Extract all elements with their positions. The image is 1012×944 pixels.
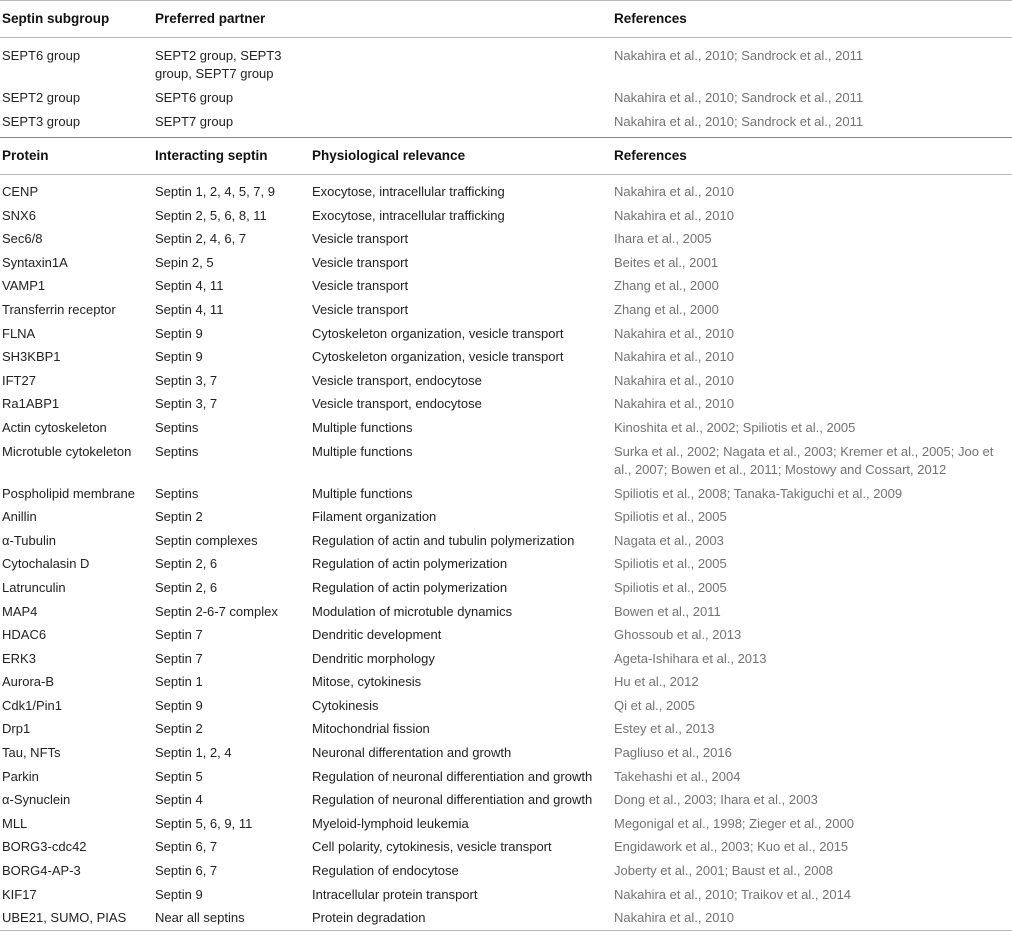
protein-cell: Transferrin receptor xyxy=(2,301,116,317)
septin-cell: Septin 2, 4, 6, 7 xyxy=(155,231,247,247)
subgroup-cell: SEPT6 group xyxy=(2,48,81,63)
table-row xyxy=(0,392,1012,416)
table-row xyxy=(0,298,1012,322)
protein-header-row xyxy=(0,138,1012,174)
protein-cell: Tau, NFTs xyxy=(2,745,61,761)
references-cell: Spiliotis et al., 2005 xyxy=(614,556,727,572)
septin-cell: Septins xyxy=(155,443,199,459)
protein-cell: Parkin xyxy=(2,768,39,784)
protein-cell: Aurora-B xyxy=(2,674,55,690)
references-cell: Takehashi et al., 2004 xyxy=(614,768,741,784)
septin-cell: Septin 9 xyxy=(155,697,203,713)
septin-cell: Septin 3, 7 xyxy=(155,372,218,388)
table-row xyxy=(0,670,1012,694)
septin-cell: Septin 7 xyxy=(155,627,203,643)
relevance-cell: Regulation of neuronal differentiation and growth xyxy=(312,768,593,784)
header-physiological-relevance: Physiological relevance xyxy=(312,148,466,163)
relevance-cell: Regulation of neuronal differentiation and growth xyxy=(312,792,593,808)
table-row xyxy=(0,345,1012,369)
relevance-cell: Vesicle transport xyxy=(312,254,409,270)
protein-cell: VAMP1 xyxy=(2,278,46,294)
relevance-cell: Mitose, cytokinesis xyxy=(312,674,422,690)
references-cell: Estey et al., 2013 xyxy=(614,721,715,737)
relevance-cell: Mitochondrial fission xyxy=(312,721,430,737)
references-cell: Nakahira et al., 2010; Sandrock et al., 2011 xyxy=(614,90,864,105)
subgroup-cell: SEPT2 group xyxy=(2,90,81,105)
septin-cell: Septins xyxy=(155,485,199,501)
protein-cell: BORG3-cdc42 xyxy=(2,839,87,855)
subgroup-cell: SEPT3 group xyxy=(2,113,81,129)
table-row xyxy=(0,440,1012,482)
references-cell: Bowen et al., 2011 xyxy=(614,603,721,619)
table-row xyxy=(0,576,1012,600)
header-protein: Protein xyxy=(2,148,49,163)
septin-cell: Septin 2 xyxy=(155,509,203,525)
references-cell: Nagata et al., 2003 xyxy=(614,532,724,548)
relevance-cell: Cytoskeleton organization, vesicle transport xyxy=(312,349,564,365)
partner-cell: SEPT6 group xyxy=(155,90,234,105)
references-cell: Nakahira et al., 2010 xyxy=(614,349,734,365)
table-row xyxy=(0,86,1012,110)
table-row xyxy=(0,765,1012,789)
relevance-cell: Vesicle transport xyxy=(312,231,409,247)
table-row xyxy=(0,812,1012,836)
relevance-cell: Regulation of actin polymerization xyxy=(312,556,508,572)
protein-cell: MLL xyxy=(2,815,28,831)
septin-cell: Septin 2-6-7 complex xyxy=(155,603,278,619)
table-row xyxy=(0,44,1012,86)
relevance-cell: Exocytose, intracellular trafficking xyxy=(312,184,505,199)
relevance-cell: Myeloid-lymphoid leukemia xyxy=(312,815,469,831)
references-cell: Joberty et al., 2001; Baust et al., 2008 xyxy=(614,863,833,879)
protein-cell: Cdk1/Pin1 xyxy=(2,697,62,713)
references-cell: Nakahira et al., 2010 xyxy=(614,372,734,388)
septin-cell: Near all septins xyxy=(155,910,245,926)
septin-cell: Septin 9 xyxy=(155,349,203,365)
subgroup-header-row xyxy=(0,1,1012,37)
protein-cell: α-Synuclein xyxy=(2,792,71,808)
references-cell: Ageta-Ishihara et al., 2013 xyxy=(614,650,767,666)
table-row xyxy=(0,741,1012,765)
references-cell: Nakahira et al., 2010 xyxy=(614,910,734,926)
table-row xyxy=(0,788,1012,812)
relevance-cell: Vesicle transport, endocytose xyxy=(312,372,482,388)
relevance-cell: Neuronal differentation and growth xyxy=(312,745,512,761)
header-references: References xyxy=(614,148,687,163)
table-row xyxy=(0,204,1012,228)
table-row xyxy=(0,717,1012,741)
relevance-cell: Regulation of endocytose xyxy=(312,863,459,879)
table-row xyxy=(0,883,1012,907)
relevance-cell: Filament organization xyxy=(312,509,437,525)
protein-cell: KIF17 xyxy=(2,886,37,902)
septin-cell: Septin 9 xyxy=(155,886,203,902)
protein-cell: Anillin xyxy=(2,509,37,525)
references-cell: Surka et al., 2002; Nagata et al., 2003; Kremer et al., 2005; Joo et al., 2007; Bowen et al., 2011; Mostowy and Cossart, 2012 xyxy=(614,443,994,477)
septin-cell: Septin 1, 2, 4 xyxy=(155,745,232,761)
septin-cell: Septin 6, 7 xyxy=(155,839,218,855)
septin-cell: Septins xyxy=(155,419,199,435)
septin-cell: Septin 1, 2, 4, 5, 7, 9 xyxy=(155,184,275,199)
protein-cell: Microtuble cytokeleton xyxy=(2,443,132,459)
protein-cell: Latrunculin xyxy=(2,579,66,595)
header-septin-subgroup: Septin subgroup xyxy=(2,11,110,26)
table-row xyxy=(0,552,1012,576)
relevance-cell: Multiple functions xyxy=(312,443,413,459)
references-cell: Megonigal et al., 1998; Zieger et al., 2000 xyxy=(614,815,854,831)
table-row xyxy=(0,322,1012,346)
septin-cell: Septin 5 xyxy=(155,768,203,784)
references-cell: Beites et al., 2001 xyxy=(614,254,719,270)
references-cell: Spiliotis et al., 2005 xyxy=(614,579,727,595)
relevance-cell: Vesicle transport xyxy=(312,301,409,317)
table-row xyxy=(0,835,1012,859)
protein-cell: α-Tubulin xyxy=(2,532,56,548)
references-cell: Nakahira et al., 2010 xyxy=(614,396,734,412)
septin-cell: Septin complexes xyxy=(155,532,258,548)
septin-cell: Sepin 2, 5 xyxy=(155,254,214,270)
table-bottom-rule xyxy=(0,930,1012,931)
septin-cell: Septin 5, 6, 9, 11 xyxy=(155,815,253,831)
table-row xyxy=(0,416,1012,440)
relevance-cell: Modulation of microtuble dynamics xyxy=(312,603,513,619)
table-row xyxy=(0,906,1012,930)
header-interacting-septin: Interacting septin xyxy=(155,148,268,163)
references-cell: Hu et al., 2012 xyxy=(614,674,699,690)
protein-cell: BORG4-AP-3 xyxy=(2,863,81,879)
references-cell: Spiliotis et al., 2005 xyxy=(614,509,727,525)
protein-rows xyxy=(0,180,1012,930)
relevance-cell: Multiple functions xyxy=(312,419,413,435)
partner-cell: SEPT7 group xyxy=(155,113,234,129)
protein-cell: UBE21, SUMO, PIAS xyxy=(2,910,127,926)
septin-cell: Septin 4, 11 xyxy=(155,301,224,317)
protein-cell: Ra1ABP1 xyxy=(2,396,60,412)
relevance-cell: Vesicle transport xyxy=(312,278,409,294)
references-cell: Zhang et al., 2000 xyxy=(614,278,719,294)
protein-cell: IFT27 xyxy=(2,372,36,388)
table-row xyxy=(0,694,1012,718)
protein-cell: Cytochalasin D xyxy=(2,556,90,572)
protein-cell: Actin cytoskeleton xyxy=(2,419,107,435)
protein-cell: SH3KBP1 xyxy=(2,349,61,365)
table-row xyxy=(0,529,1012,553)
table-row xyxy=(0,180,1012,204)
protein-cell: Pospholipid membrane xyxy=(2,485,135,501)
septin-cell: Septin 2, 6 xyxy=(155,579,218,595)
relevance-cell: Regulation of actin polymerization xyxy=(312,579,508,595)
header-references: References xyxy=(614,11,687,26)
references-cell: Qi et al., 2005 xyxy=(614,697,695,713)
septin-cell: Septin 2, 6 xyxy=(155,556,218,572)
protein-cell: MAP4 xyxy=(2,603,38,619)
references-cell: Dong et al., 2003; Ihara et al., 2003 xyxy=(614,792,818,808)
table-row xyxy=(0,274,1012,298)
relevance-cell: Protein degradation xyxy=(312,910,426,926)
relevance-cell: Dendritic development xyxy=(312,627,442,643)
relevance-cell: Dendritic morphology xyxy=(312,650,435,666)
relevance-cell: Cytokinesis xyxy=(312,697,379,713)
references-cell: Kinoshita et al., 2002; Spiliotis et al., 2005 xyxy=(614,419,856,435)
relevance-cell: Exocytose, intracellular trafficking xyxy=(312,207,505,223)
relevance-cell: Cell polarity, cytokinesis, vesicle transport xyxy=(312,839,552,855)
septin-cell: Septin 6, 7 xyxy=(155,863,218,879)
relevance-cell: Cytoskeleton organization, vesicle transport xyxy=(312,325,564,341)
table-row xyxy=(0,623,1012,647)
relevance-cell: Vesicle transport, endocytose xyxy=(312,396,482,412)
relevance-cell: Multiple functions xyxy=(312,485,413,501)
septin-cell: Septin 4, 11 xyxy=(155,278,224,294)
table-row xyxy=(0,251,1012,275)
references-cell: Nakahira et al., 2010; Sandrock et al., 2011 xyxy=(614,48,864,63)
protein-cell: ERK3 xyxy=(2,650,36,666)
references-cell: Pagliuso et al., 2016 xyxy=(614,745,732,761)
references-cell: Nakahira et al., 2010; Sandrock et al., 2011 xyxy=(614,113,864,129)
table-row xyxy=(0,647,1012,671)
table-row xyxy=(0,369,1012,393)
references-cell: Nakahira et al., 2010 xyxy=(614,207,734,223)
protein-cell: SNX6 xyxy=(2,207,36,223)
table-row xyxy=(0,227,1012,251)
table-row xyxy=(0,859,1012,883)
protein-cell: CENP xyxy=(2,184,39,199)
references-cell: Nakahira et al., 2010 xyxy=(614,325,734,341)
protein-cell: HDAC6 xyxy=(2,627,47,643)
septin-cell: Septin 3, 7 xyxy=(155,396,218,412)
septin-cell: Septin 7 xyxy=(155,650,203,666)
table-row xyxy=(0,110,1012,134)
references-cell: Engidawork et al., 2003; Kuo et al., 2015 xyxy=(614,839,849,855)
protein-cell: Syntaxin1A xyxy=(2,254,68,270)
table-row xyxy=(0,600,1012,624)
septin-cell: Septin 2, 5, 6, 8, 11 xyxy=(155,207,267,223)
septin-cell: Septin 4 xyxy=(155,792,203,808)
references-cell: Ihara et al., 2005 xyxy=(614,231,712,247)
protein-cell: FLNA xyxy=(2,325,36,341)
table-row xyxy=(0,505,1012,529)
protein-cell: Drp1 xyxy=(2,721,31,737)
relevance-cell: Regulation of actin and tubulin polymerization xyxy=(312,532,575,548)
partner-cell: SEPT2 group, SEPT3 group, SEPT7 group xyxy=(155,48,282,81)
protein-cell: Sec6/8 xyxy=(2,231,43,247)
septin-cell: Septin 9 xyxy=(155,325,203,341)
relevance-cell: Intracellular protein transport xyxy=(312,886,478,902)
references-cell: Spiliotis et al., 2008; Tanaka-Takiguchi et al., 2009 xyxy=(614,485,903,501)
septin-cell: Septin 2 xyxy=(155,721,203,737)
references-cell: Zhang et al., 2000 xyxy=(614,301,719,317)
table-row xyxy=(0,482,1012,506)
references-cell: Ghossoub et al., 2013 xyxy=(614,627,742,643)
septin-cell: Septin 1 xyxy=(155,674,203,690)
header-preferred-partner: Preferred partner xyxy=(155,11,266,26)
references-cell: Nakahira et al., 2010 xyxy=(614,184,734,199)
references-cell: Nakahira et al., 2010; Traikov et al., 2014 xyxy=(614,886,852,902)
